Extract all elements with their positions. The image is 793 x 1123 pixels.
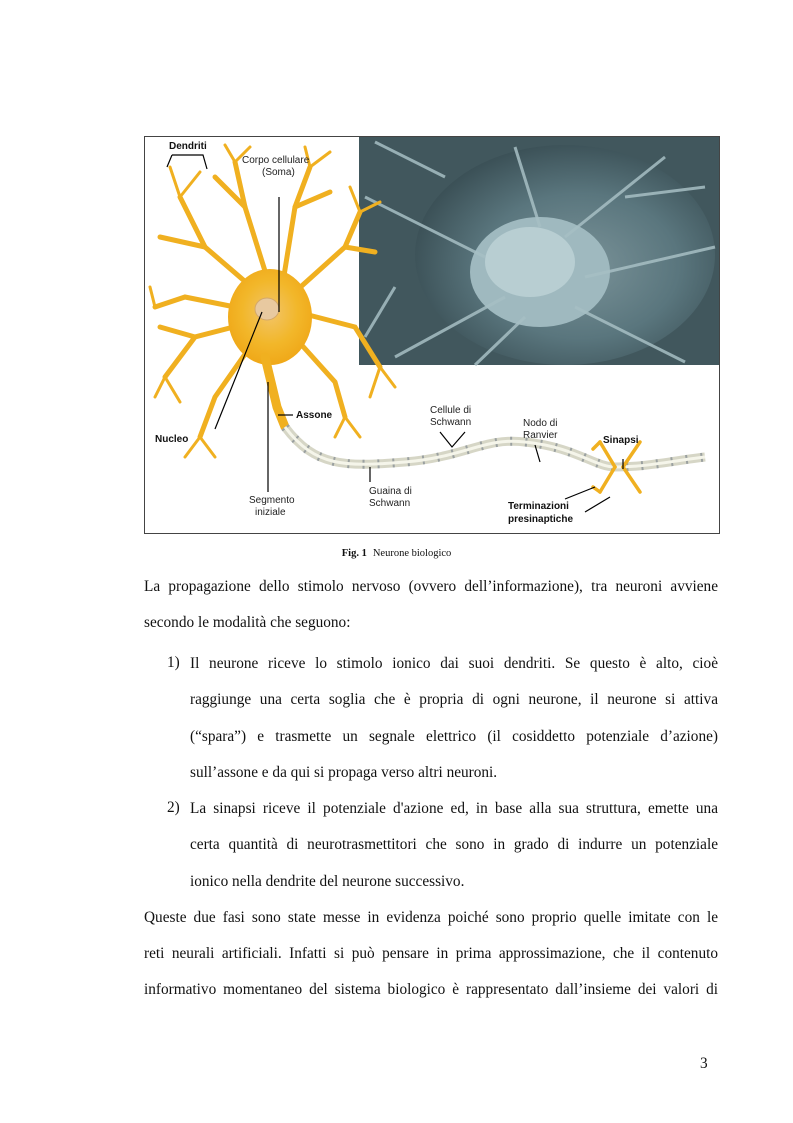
svg-text:Sinapsi [603, 435, 639, 446]
neuron-illustration [145, 137, 719, 533]
axon [285, 427, 705, 467]
item1-line-1: Il neurone riceve lo stimolo ionico dai suoi dendriti. Se questo è alto, cioè [190, 655, 718, 672]
item1-line-4: sull’assone e da qui si propaga verso altri neuroni. [190, 764, 498, 781]
svg-text:Nodo di [523, 418, 557, 429]
label-segmento-l2: iniziale [255, 507, 286, 518]
svg-text:Ranvier [523, 430, 558, 441]
label-nucleo: Nucleo [155, 434, 189, 445]
label-nodo-l2: Ranvier [523, 430, 558, 441]
svg-text:Terminazioni [508, 501, 569, 512]
label-term-l2: presinaptiche [508, 514, 574, 525]
svg-text:Cellule di [430, 405, 471, 416]
figure-caption [0, 548, 793, 559]
label-guaina-l2: Schwann [369, 498, 411, 509]
intro-line-1: La propagazione dello stimolo nervoso (ovvero dell’informazione), tra neuroni avviene [144, 578, 718, 595]
caption-label: Fig. 1 [341, 548, 367, 559]
svg-text:Corpo cellulare [242, 155, 310, 166]
nucleus [255, 298, 279, 320]
svg-text:Nucleo [155, 434, 188, 445]
label-cellule-l2: Schwann [430, 417, 472, 428]
item2-line-2: certa quantità di neurotrasmettitori che sono in grado di indurre un potenziale [190, 836, 718, 853]
item2-line-1: La sinapsi riceve il potenziale d'azione ed, in base alla sua struttura, emette una [190, 800, 718, 817]
label-cellule-l1: Cellule di [430, 405, 472, 416]
intro-line-2: secondo le modalità che seguono: [144, 614, 351, 631]
outro-line-1: Queste due fasi sono state messe in evidenza poiché sono proprio quelle imitate con le [144, 909, 718, 926]
caption-text: Neurone biologico [372, 548, 452, 559]
micrograph-photo [359, 137, 719, 365]
label-corpo-l2: (Soma) [262, 167, 295, 178]
page-number: 3 [700, 1055, 708, 1072]
list-number-2: 2) [167, 799, 180, 816]
figure-neuron [144, 136, 720, 534]
svg-text:Schwann [369, 498, 410, 509]
svg-text:Assone [296, 410, 333, 421]
svg-text:Dendriti [169, 141, 207, 152]
label-sinapsi: Sinapsi [603, 435, 639, 446]
item2-line-3: ionico nella dendrite del neurone successivo. [190, 873, 465, 890]
svg-text:presinaptiche [508, 514, 573, 525]
label-guaina-l1: Guaina di [369, 486, 412, 497]
svg-text:Schwann [430, 417, 471, 428]
svg-text:Guaina di [369, 486, 412, 497]
label-corpo-l1: Corpo cellulare [242, 155, 310, 166]
outro-line-3: informativo momentaneo del sistema biologico è rappresentato dall’insieme dei valori di [144, 981, 718, 998]
label-term-l1: Terminazioni [508, 501, 569, 512]
item1-line-2: raggiunge una certa soglia che è propria di ogni neurone, il neurone si attiva [190, 691, 718, 708]
item1-line-3: (“spara”) e trasmette un segnale elettrico (il cosiddetto potenziale d’azione) [190, 728, 718, 745]
label-dendriti: Dendriti [169, 141, 207, 152]
label-assone: Assone [296, 410, 333, 421]
label-segmento-l1: Segmento [249, 495, 295, 506]
label-nodo-l1: Nodo di [523, 418, 558, 429]
list-number-1: 1) [167, 654, 180, 671]
outro-line-2: reti neurali artificiali. Infatti si può pensare in prima approssimazione, che il contenuto [144, 945, 718, 962]
svg-text:(Soma) [262, 167, 295, 178]
svg-text:iniziale [255, 507, 286, 518]
svg-text:Segmento [249, 495, 295, 506]
